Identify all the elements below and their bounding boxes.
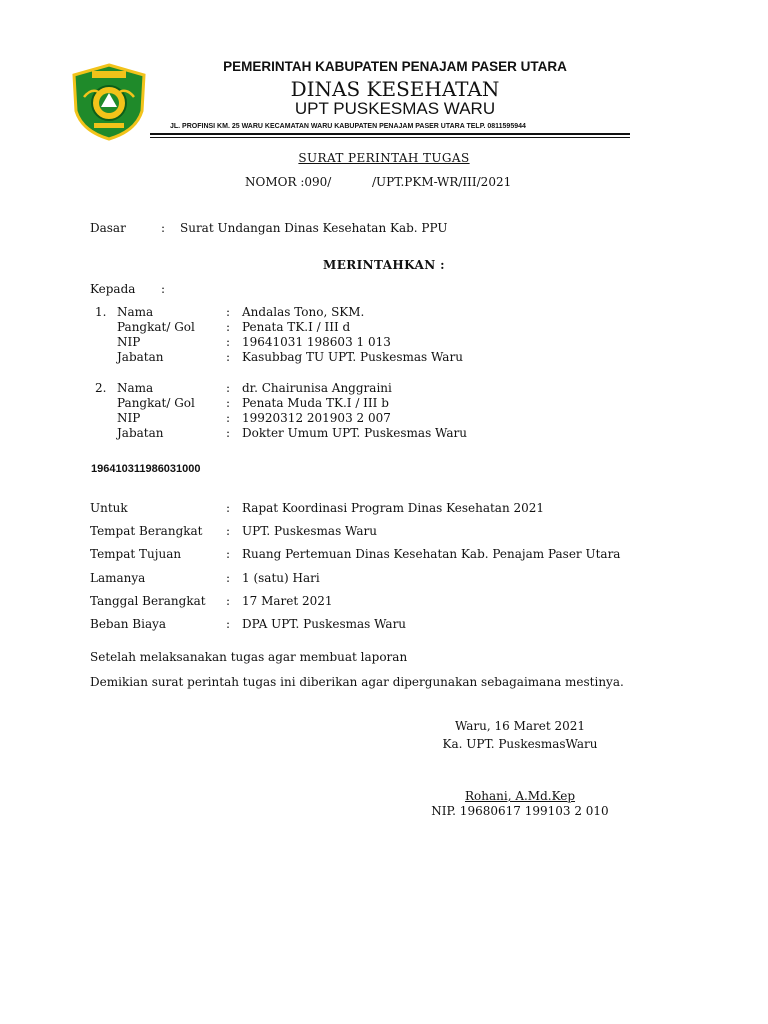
kabupaten-emblem-icon — [70, 63, 148, 141]
field-value: Dokter Umum UPT. Puskesmas Waru — [242, 426, 467, 440]
field-value: dr. Chairunisa Anggraini — [242, 381, 392, 395]
letter-number-suffix: /UPT.PKM-WR/III/2021 — [372, 175, 512, 189]
field-colon: : — [226, 335, 231, 349]
signature-position: Ka. UPT. PuskesmasWaru — [442, 737, 598, 751]
field-colon: : — [226, 411, 231, 425]
field-label: Jabatan — [117, 426, 164, 440]
header-rule-thick — [150, 133, 630, 135]
dasar-label: Dasar — [90, 221, 126, 235]
detail-colon: : — [226, 524, 231, 538]
field-colon: : — [226, 350, 231, 364]
assignee-number: 1. — [95, 305, 107, 319]
detail-value: DPA UPT. Puskesmas Waru — [242, 617, 407, 631]
field-value: 19920312 201903 2 007 — [242, 411, 391, 425]
kepada-label: Kepada — [90, 282, 136, 296]
assignee-number: 2. — [95, 381, 107, 395]
field-label: NIP — [117, 411, 141, 425]
detail-colon: : — [226, 571, 231, 585]
signature-nip: NIP. 19680617 199103 2 010 — [431, 804, 609, 818]
detail-label: Tempat Berangkat — [90, 524, 203, 538]
field-label: Nama — [117, 305, 154, 319]
field-value: Penata TK.I / III d — [242, 320, 351, 334]
detail-colon: : — [226, 501, 231, 515]
detail-colon: : — [226, 617, 231, 631]
header-government: PEMERINTAH KABUPATEN PENAJAM PASER UTARA — [223, 59, 567, 74]
field-value: Penata Muda TK.I / III b — [242, 396, 389, 410]
field-value: Kasubbag TU UPT. Puskesmas Waru — [242, 350, 463, 364]
letter-number-prefix: NOMOR :090/ — [245, 175, 332, 189]
field-label: Pangkat/ Gol — [117, 320, 195, 334]
field-colon: : — [226, 320, 231, 334]
closing-line-2: Demikian surat perintah tugas ini diberikan agar dipergunakan sebagaimana mestinya. — [90, 675, 624, 689]
field-value: 19641031 198603 1 013 — [242, 335, 391, 349]
field-label: Pangkat/ Gol — [117, 396, 195, 410]
field-label: NIP — [117, 335, 141, 349]
field-label: Jabatan — [117, 350, 164, 364]
header-rule-thin — [150, 137, 630, 138]
detail-value: 17 Maret 2021 — [242, 594, 333, 608]
letter-title: SURAT PERINTAH TUGAS — [298, 151, 470, 165]
detail-colon: : — [226, 547, 231, 561]
dasar-colon: : — [161, 221, 166, 235]
kepada-colon: : — [161, 282, 166, 296]
field-value: Andalas Tono, SKM. — [242, 305, 365, 319]
field-colon: : — [226, 396, 231, 410]
detail-label: Beban Biaya — [90, 617, 167, 631]
header-address: JL. PROFINSI KM. 25 WARU KECAMATAN WARU KABUPATEN PENAJAM PASER UTARA TELP. 0811595944 — [170, 123, 526, 130]
detail-label: Tanggal Berangkat — [90, 594, 206, 608]
detail-value: 1 (satu) Hari — [242, 571, 320, 585]
detail-value: Ruang Pertemuan Dinas Kesehatan Kab. Penajam Paser Utara — [242, 547, 621, 561]
header-unit: UPT PUSKESMAS WARU — [294, 99, 496, 118]
detail-label: Lamanya — [90, 571, 146, 585]
stray-nip: 196410311986031000 — [91, 463, 201, 475]
dasar-value: Surat Undangan Dinas Kesehatan Kab. PPU — [180, 221, 448, 235]
field-colon: : — [226, 305, 231, 319]
field-label: Nama — [117, 381, 154, 395]
detail-label: Untuk — [90, 501, 128, 515]
signature-name: Rohani, A.Md.Kep — [464, 789, 576, 803]
merintahkan-heading: MERINTAHKAN : — [323, 258, 445, 272]
detail-value: UPT. Puskesmas Waru — [242, 524, 377, 538]
detail-label: Tempat Tujuan — [90, 547, 182, 561]
header-agency: DINAS KESEHATAN — [290, 77, 500, 101]
field-colon: : — [226, 381, 231, 395]
signature-name-wrap — [420, 789, 620, 803]
detail-colon: : — [226, 594, 231, 608]
detail-value: Rapat Koordinasi Program Dinas Kesehatan 2021 — [242, 501, 545, 515]
closing-line-1: Setelah melaksanakan tugas agar membuat laporan — [90, 650, 408, 664]
signature-place-date: Waru, 16 Maret 2021 — [454, 719, 586, 733]
field-colon: : — [226, 426, 231, 440]
